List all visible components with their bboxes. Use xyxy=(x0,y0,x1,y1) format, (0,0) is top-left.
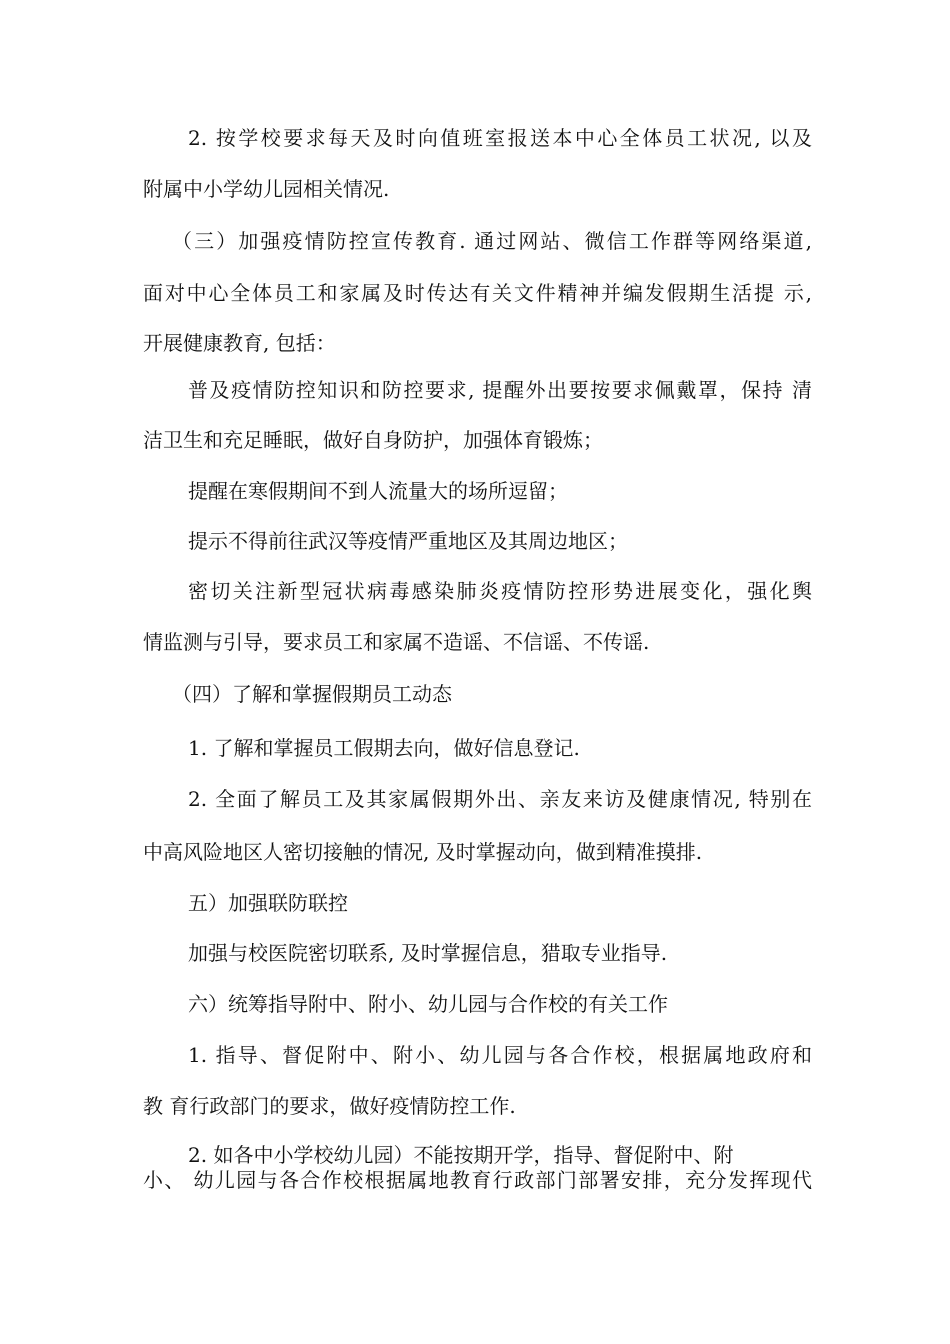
paragraph-line: 密切关注新型冠状病毒感染肺炎疫情防控形势进展变化，强化舆 xyxy=(188,579,812,603)
section-heading: （四）了解和掌握假期员工动态 xyxy=(172,682,452,706)
paragraph-line: 洁卫生和充足睡眠，做好自身防护，加强体育锻炼； xyxy=(143,428,603,452)
paragraph-line: 小、 幼儿园与各合作校根据属地教育行政部门部署安排，充分发挥现代 xyxy=(143,1168,812,1192)
paragraph-line: 1. 指导、督促附中、附小、幼儿园与各合作校，根据属地政府和 xyxy=(188,1043,812,1067)
section-heading: 五）加强联防联控 xyxy=(188,891,348,915)
paragraph-line: 教 育行政部门的要求，做好疫情防控工作. xyxy=(143,1094,516,1118)
paragraph-line: 加强与校医院密切联系, 及时掌握信息，猎取专业指导. xyxy=(188,941,668,965)
paragraph-line: 附属中小学幼儿园相关情况. xyxy=(143,177,390,201)
paragraph-line: 提醒在寒假期间不到人流量大的场所逗留； xyxy=(188,479,568,503)
paragraph-line: 提示不得前往武汉等疫情严重地区及其周边地区； xyxy=(188,529,628,553)
paragraph-line: 情监测与引导，要求员工和家属不造谣、不信谣、不传谣. xyxy=(143,630,650,654)
section-heading: 六）统筹指导附中、附小、幼儿园与合作校的有关工作 xyxy=(188,992,668,1016)
paragraph-line: 2. 如各中小学校幼儿园）不能按期开学，指导、督促附中、附 xyxy=(188,1143,734,1167)
paragraph-line: 2. 全面了解员工及其家属假期外出、亲友来访及健康情况, 特别在 xyxy=(188,787,812,811)
paragraph-line: 面对中心全体员工和家属及时传达有关文件精神并编发假期生活提 示, xyxy=(143,281,812,305)
paragraph-line: （三）加强疫情防控宣传教育. 通过网站、微信工作群等网络渠道, xyxy=(172,229,812,253)
paragraph-line: 2. 按学校要求每天及时向值班室报送本中心全体员工状况, 以及 xyxy=(188,126,812,150)
paragraph-line: 中高风险地区人密切接触的情况, 及时掌握动向，做到精准摸排. xyxy=(143,840,703,864)
paragraph-line: 开展健康教育, 包括： xyxy=(143,331,336,355)
paragraph-line: 普及疫情防控知识和防控要求, 提醒外出要按要求佩戴罩，保持 清 xyxy=(188,378,812,402)
paragraph-line: 1. 了解和掌握员工假期去向，做好信息登记. xyxy=(188,736,580,760)
